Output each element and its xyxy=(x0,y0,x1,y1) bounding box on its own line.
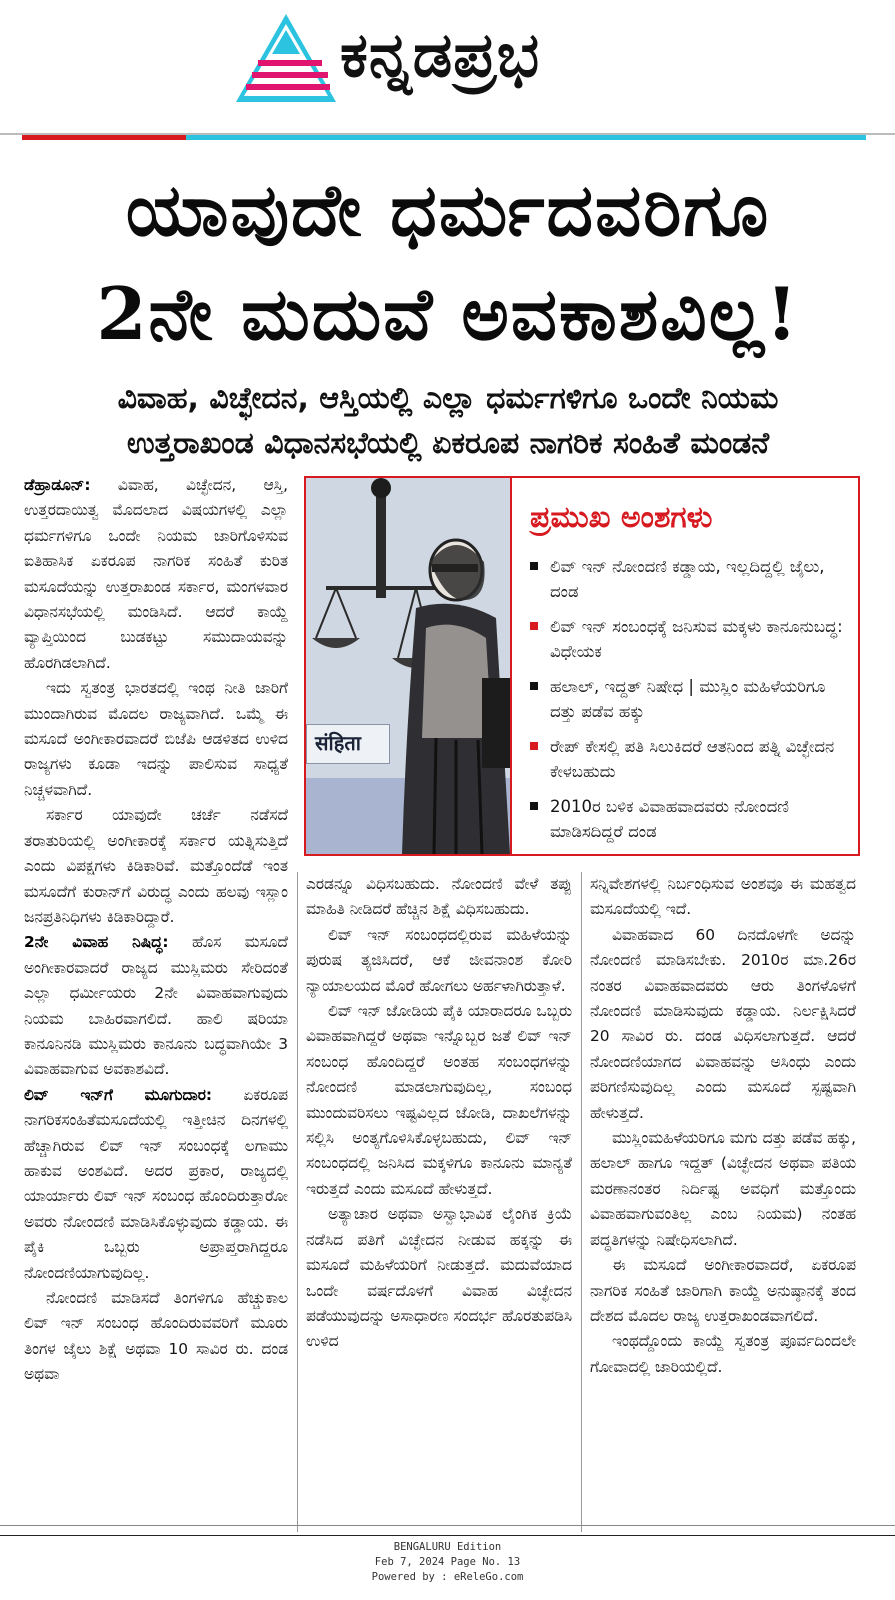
logo-triangle-icon xyxy=(236,14,336,102)
article-column-2 xyxy=(306,872,572,1532)
highlight-item xyxy=(530,614,850,664)
paragraph-text: ಲಿವ್ ಇನ್ ಸಂಬಂಧದಲ್ಲಿರುವ ಮಹಿಳೆಯನ್ನು ಪುರುಷ ತ್ಯಜಿಸಿದರೆ, ಆಕೆ ಜೀವನಾಂಶ ಕೋರಿ ನ್ಯಾಯಾಲಯದ ಮೊರೆ ಹೋಗಲು ಅರ್ಹಳಾಗಿರುತ್ತಾಳೆ. xyxy=(306,925,572,995)
masthead-accent-cyan xyxy=(186,135,866,140)
paragraph-text: ನೋಂದಣಿ ಮಾಡಿಸದೆ ತಿಂಗಳಿಗೂ ಹೆಚ್ಚುಕಾಲ ಲಿವ್ ಇನ್ ಸಂಬಂಧ ಹೊಂದಿರುವವರಿಗೆ ಮೂರು ತಿಂಗಳ ಜೈಲು ಶಿಕ್ಷೆ ಅಥವಾ 10 ಸಾವಿರ ರು. ದಂಡ ಅಥವಾ xyxy=(24,1289,288,1384)
headline-line-1: ಯಾವುದೇ ಧರ್ಮದವರಿಗೂ xyxy=(125,167,771,252)
subheadline-line-1: ವಿವಾಹ, ವಿಚ್ಛೇದನ, ಆಸ್ತಿಯಲ್ಲಿ ಎಲ್ಲಾ ಧರ್ಮಗಳಿಗೂ ಒಂದೇ ನಿಯಮ xyxy=(117,381,779,416)
headline xyxy=(18,158,878,366)
masthead xyxy=(0,0,895,136)
article-paragraph xyxy=(24,1083,288,1286)
headline-line-2: 2ನೇ ಮದುವೆ ಅವಕಾಶವಿಲ್ಲ! xyxy=(96,271,800,356)
highlight-item xyxy=(530,554,850,604)
paragraph-text: ಇಂಥದ್ದೊಂದು ಕಾಯ್ದೆ ಸ್ವತಂತ್ರ ಪೂರ್ವದಿಂದಲೇ ಗೋವಾದಲ್ಲಿ ಜಾರಿಯಲ್ಲಿದೆ. xyxy=(590,1332,856,1376)
bullet-square-icon xyxy=(530,742,538,750)
paragraph-text: ಏಕರೂಪ ನಾಗರಿಕಸಂಹಿತೆಮಸೂದೆಯಲ್ಲಿ ಇತ್ತೀಚಿನ ದಿನಗಳಲ್ಲಿ ಹೆಚ್ಚಾಗಿರುವ ಲಿವ್ ಇನ್ ಸಂಬಂಧಕ್ಕೆ ಲಗಾಮು ಹಾಕುವ ಅಂಶವಿದೆ. ಅದರ ಪ್ರಕಾರ, ರಾಜ್ಯದಲ್ಲಿ ಯಾರ್ಯಾರು ಲಿವ್ ಇನ್ ಸಂಬಂಧ ಹೊಂದಿರುತ್ತಾರೋ ಅವರು ನೋಂದಣಿ ಮಾಡಿಸಿಕೊಳ್ಳುವುದು ಕಡ್ಡಾಯ. ಈ ಪೈಕಿ ಒಬ್ಬರು ಅಪ್ರಾಪ್ತರಾಗಿದ್ದರೂ ನೋಂದಣಿಯಾಗುವುದಿಲ್ಲ. xyxy=(24,1085,288,1282)
bullet-square-icon xyxy=(530,562,538,570)
column-divider xyxy=(581,872,582,1532)
highlights-list xyxy=(530,496,850,854)
footer-date-page: Feb 7, 2024 Page No. 13 xyxy=(374,1556,521,1568)
highlight-item-text: ಹಲಾಲ್, ಇದ್ದತ್ ನಿಷೇಧ | ಮುಸ್ಲಿಂ ಮಹಿಳೆಯರಿಗೂ ದತ್ತು ಪಡೆವ ಹಕ್ಕು xyxy=(550,677,826,721)
article-paragraph xyxy=(590,1329,856,1380)
footer xyxy=(0,1540,895,1585)
paragraph-lead: ಲಿವ್ ಇನ್‌ಗೆ ಮೂಗುದಾರ: xyxy=(24,1085,213,1104)
article-paragraph xyxy=(24,1286,288,1388)
highlight-item xyxy=(530,674,850,724)
article-paragraph xyxy=(306,923,572,999)
article-column-1 xyxy=(24,473,288,1531)
article-paragraph xyxy=(24,676,288,803)
bullet-square-icon xyxy=(530,622,538,630)
article-paragraph xyxy=(24,803,288,930)
article-paragraph xyxy=(590,1126,856,1253)
article-paragraph xyxy=(306,872,572,923)
highlight-item-text: ಲಿವ್ ಇನ್ ನೋಂದಣಿ ಕಡ್ಡಾಯ, ಇಲ್ಲದಿದ್ದಲ್ಲಿ ಜೈಲು, ದಂಡ xyxy=(550,557,825,601)
paragraph-text: ವಿವಾಹ, ವಿಚ್ಛೇದನ, ಆಸ್ತಿ, ಉತ್ತರದಾಯಿತ್ವ ಮೊದಲಾದ ವಿಷಯಗಳಲ್ಲಿ ಎಲ್ಲಾ ಧರ್ಮಗಳಿಗೂ ಒಂದೇ ನಿಯಮ ಜಾರಿಗೊಳಿಸುವ ಐತಿಹಾಸಿಕ ಏಕರೂಪ ನಾಗರಿಕ ಸಂಹಿತೆ ಕುರಿತ ಮಸೂದೆಯನ್ನು ಉತ್ತರಾಖಂಡ ಸರ್ಕಾರ, ಮಂಗಳವಾರ ವಿಧಾನಸಭೆಯಲ್ಲಿ ಮಂಡಿಸಿದೆ. ಆದರೆ ಕಾಯ್ದೆ ವ್ಯಾಪ್ತಿಯಿಂದ ಬುಡಕಟ್ಟು ಸಮುದಾಯವನ್ನು ಹೊರಗಿಡಲಾಗಿದೆ. xyxy=(24,476,288,672)
subheadline-line-2: ಉತ್ತರಾಖಂಡ ವಿಧಾನಸಭೆಯಲ್ಲಿ ಏಕರೂಪ ನಾಗರಿಕ ಸಂಹಿತೆ ಮಂಡನೆ xyxy=(126,426,770,461)
article-paragraph xyxy=(306,999,572,1202)
article-paragraph xyxy=(24,473,288,676)
highlights-title: ಪ್ರಮುಖ ಅಂಶಗಳು xyxy=(530,500,713,535)
highlight-item-text: ಲಿವ್ ಇನ್ ಸಂಬಂಧಕ್ಕೆ ಜನಿಸುವ ಮಕ್ಕಳು ಕಾನೂನುಬದ್ಧ: ವಿಧೇಯಕ xyxy=(550,617,843,661)
highlight-item xyxy=(530,734,850,784)
logo-wordmark: ಕನ್ನಡಪ್ರಭ xyxy=(340,18,541,91)
paragraph-text: ಇದು ಸ್ವತಂತ್ರ ಭಾರತದಲ್ಲಿ ಇಂಥ ನೀತಿ ಜಾರಿಗೆ ಮುಂದಾಗಿರುವ ಮೊದಲ ರಾಜ್ಯವಾಗಿದೆ. ಒಮ್ಮೆ ಈ ಮಸೂದೆ ಅಂಗೀಕಾರವಾದರೆ ಬಿಜೆಪಿ ಆಡಳಿತದ ಉಳಿದ ರಾಜ್ಯಗಳು ಕೂಡಾ ಇದನ್ನು ಪಾಲಿಸುವ ಸಾಧ್ಯತೆ ನಿಚ್ಚಳವಾಗಿದೆ. xyxy=(24,679,288,799)
footer-rule xyxy=(0,1535,895,1536)
bullet-square-icon xyxy=(530,682,538,690)
lady-justice-illustration xyxy=(306,478,510,854)
paragraph-text: ಅತ್ಯಾಚಾರ ಅಥವಾ ಅಸ್ವಾಭಾವಿಕ ಲೈಂಗಿಕ ಕ್ರಿಯೆ ನಡೆಸಿದ ಪತಿಗೆ ವಿಚ್ಛೇದನ ನೀಡುವ ಹಕ್ಕನ್ನು ಈ ಮಸೂದೆ ಮಹಿಳೆಯರಿಗೆ ನೀಡುತ್ತದೆ. ಮದುವೆಯಾದ ಒಂದೇ ವರ್ಷದೊಳಗೆ ವಿವಾಹ ವಿಚ್ಛೇದನ ಪಡೆಯುವುದನ್ನು ಅಸಾಧಾರಣ ಸಂದರ್ಭ ಹೊರತುಪಡಿಸಿ ಉಳಿದ xyxy=(306,1205,572,1351)
paragraph-lead: ಡೆಹ್ರಾಡೂನ್: xyxy=(24,476,91,494)
article-column-3 xyxy=(590,872,856,1532)
footer-powered-by: Powered by : eReleGo.com xyxy=(371,1571,524,1583)
subheadline xyxy=(18,376,878,466)
paragraph-text: ಈ ಮಸೂದೆ ಅಂಗೀಕಾರವಾದರೆ, ಏಕರೂಪ ನಾಗರಿಕ ಸಂಹಿತೆ ಜಾರಿಗಾಗಿ ಕಾಯ್ದೆ ಅನುಷ್ಠಾನಕ್ಕೆ ತಂದ ದೇಶದ ಮೊದಲ ರಾಜ್ಯ ಉತ್ತರಾಖಂಡವಾಗಲಿದೆ. xyxy=(590,1256,856,1325)
paragraph-text: ಸನ್ನಿವೇಶಗಳಲ್ಲಿ ನಿರ್ಬಂಧಿಸುವ ಅಂಶವೂ ಈ ಮಹತ್ವದ ಮಸೂದೆಯಲ್ಲಿ ಇದೆ. xyxy=(590,875,856,919)
footer-rule-top xyxy=(0,1525,895,1526)
highlight-item xyxy=(530,794,850,844)
article-paragraph xyxy=(590,923,856,1126)
article-paragraph xyxy=(590,872,856,923)
bullet-square-icon xyxy=(530,802,538,810)
article-paragraph xyxy=(306,1202,572,1354)
paragraph-text: ಹೊಸ ಮಸೂದೆ ಅಂಗೀಕಾರವಾದರೆ ರಾಜ್ಯದ ಮುಸ್ಲಿಮರು ಸೇರಿದಂತೆ ಎಲ್ಲಾ ಧರ್ಮೀಯರು 2ನೇ ವಿವಾಹವಾಗುವುದು ನಿಯಮ ಬಾಹಿರವಾಗಲಿದೆ. ಹಾಲಿ ಷರಿಯಾ ಕಾನೂನಿನಡಿ ಮುಸ್ಲಿಮರು ಕಾನೂನು ಬದ್ಧವಾಗಿಯೇ 3 ವಿವಾಹವಾಗುವ ಅವಕಾಶವಿದೆ. xyxy=(24,933,288,1079)
highlight-item-text: 2010ರ ಬಳಿಕ ವಿವಾಹವಾದವರು ನೋಂದಣಿ ಮಾಡಿಸದಿದ್ದರೆ ದಂಡ xyxy=(550,797,789,841)
highlights-divider xyxy=(510,478,512,854)
paragraph-text: ಎರಡನ್ನೂ ವಿಧಿಸಬಹುದು. ನೋಂದಣಿ ವೇಳೆ ತಪ್ಪು ಮಾಹಿತಿ ನೀಡಿದರೆ ಹೆಚ್ಚಿನ ಶಿಕ್ಷೆ ವಿಧಿಸಬಹುದು. xyxy=(306,875,572,919)
column-divider xyxy=(297,872,298,1532)
samhita-sign xyxy=(306,724,390,764)
paragraph-text: ವಿವಾಹವಾದ 60 ದಿನದೊಳಗೇ ಅದನ್ನು ನೋಂದಣಿ ಮಾಡಿಸಬೇಕು. 2010ರ ಮಾ.26ರ ನಂತರ ವಿವಾಹವಾದವರು ಆರು ತಿಂಗಳೊಳಗೆ ನೋಂದಣಿ ಮಾಡಿಸುವುದು ಕಡ್ಡಾಯ. ನಿರ್ಲಕ್ಷಿಸಿದರೆ 20 ಸಾವಿರ ರು. ದಂಡ ವಿಧಿಸಲಾಗುತ್ತದೆ. ಆದರೆ ನೋಂದಣಿಯಾಗದ ವಿವಾಹವನ್ನು ಅಸಿಂಧು ಎಂದು ಪರಿಗಣಿಸುವುದಿಲ್ಲ ಎಂದು ಮಸೂದೆ ಸ್ಪಷ್ಟವಾಗಿ ಹೇಳುತ್ತದೆ. xyxy=(590,925,856,1122)
article-paragraph xyxy=(24,930,288,1082)
masthead-accent-red xyxy=(22,135,186,140)
samhita-sign-label: संहिता xyxy=(315,731,361,755)
paragraph-text: ಸರ್ಕಾರ ಯಾವುದೇ ಚರ್ಚೆ ನಡೆಸದೆ ತರಾತುರಿಯಲ್ಲಿ ಅಂಗೀಕಾರಕ್ಕೆ ಸರ್ಕಾರ ಯತ್ನಿಸುತ್ತಿದೆ ಎಂದು ವಿಪಕ್ಷಗಳು ಕಿಡಿಕಾರಿವೆ. ಮತ್ತೊಂದೆಡೆ ಇಂತ ಮಸೂದೆಗೆ ಕುರಾನ್‌ಗೆ ವಿರುದ್ಧ ಎಂದು ಹಲವು ಇಸ್ಲಾಂ ಜನಪ್ರತಿನಿಧಿಗಳು ಕಿಡಿಕಾರಿದ್ದಾರೆ. xyxy=(24,806,288,926)
paragraph-text: ಮುಸ್ಲಿಂಮಹಿಳೆಯರಿಗೂ ಮಗು ದತ್ತು ಪಡೆವ ಹಕ್ಕು, ಹಲಾಲ್ ಹಾಗೂ ಇದ್ದತ್ (ವಿಚ್ಛೇದನ ಅಥವಾ ಪತಿಯ ಮರಣಾನಂತರ ನಿರ್ದಿಷ್ಟ ಅವಧಿಗೆ ಮತ್ತೊಂದು ವಿವಾಹವಾಗುವಂತಿಲ್ಲ ಎಂಬ ನಿಯಮ) ನಂತಹ ಪದ್ಧತಿಗಳನ್ನು ನಿಷೇಧಿಸಲಾಗಿದೆ. xyxy=(590,1129,856,1249)
article-paragraph xyxy=(590,1253,856,1329)
highlight-item-text: ರೇಪ್ ಕೇಸಲ್ಲಿ ಪತಿ ಸಿಲುಕಿದರೆ ಆತನಿಂದ ಪತ್ನಿ ವಿಚ್ಛೇದನ ಕೇಳಬಹುದು xyxy=(550,737,835,781)
footer-edition: BENGALURU Edition xyxy=(393,1541,502,1553)
paragraph-text: ಲಿವ್ ಇನ್ ಜೋಡಿಯ ಪೈಕಿ ಯಾರಾದರೂ ಒಬ್ಬರು ವಿವಾಹವಾಗಿದ್ದರೆ ಅಥವಾ ಇನ್ನೊಬ್ಬರ ಜತೆ ಲಿವ್ ಇನ್ ಸಂಬಂಧ ಹೊಂದಿದ್ದರೆ ಅಂತಹ ಸಂಬಂಧಗಳನ್ನು ನೋಂದಣಿ ಮಾಡಲಾಗುವುದಿಲ್ಲ, ಸಂಬಂಧ ಮುಂದುವರಿಸಲು ಇಷ್ಟವಿಲ್ಲದ ಜೋಡಿ, ದಾಖಲೆಗಳನ್ನು ಸಲ್ಲಿಸಿ ಅಂತ್ಯಗೊಳಿಸಿಕೊಳ್ಳಬಹುದು, ಲಿವ್ ಇನ್ ಸಂಬಂಧದಲ್ಲಿ ಜನಿಸಿದ ಮಕ್ಕಳಿಗೂ ಕಾನೂನು ಮಾನ್ಯತೆ ಇರುತ್ತದೆ ಎಂದು ಮಸೂದೆ ಹೇಳುತ್ತದೆ. xyxy=(306,1002,572,1198)
highlights-box xyxy=(304,476,860,856)
paragraph-lead: 2ನೇ ವಿವಾಹ ನಿಷಿದ್ಧ: xyxy=(24,933,169,952)
justice-statue-photo xyxy=(306,478,510,854)
